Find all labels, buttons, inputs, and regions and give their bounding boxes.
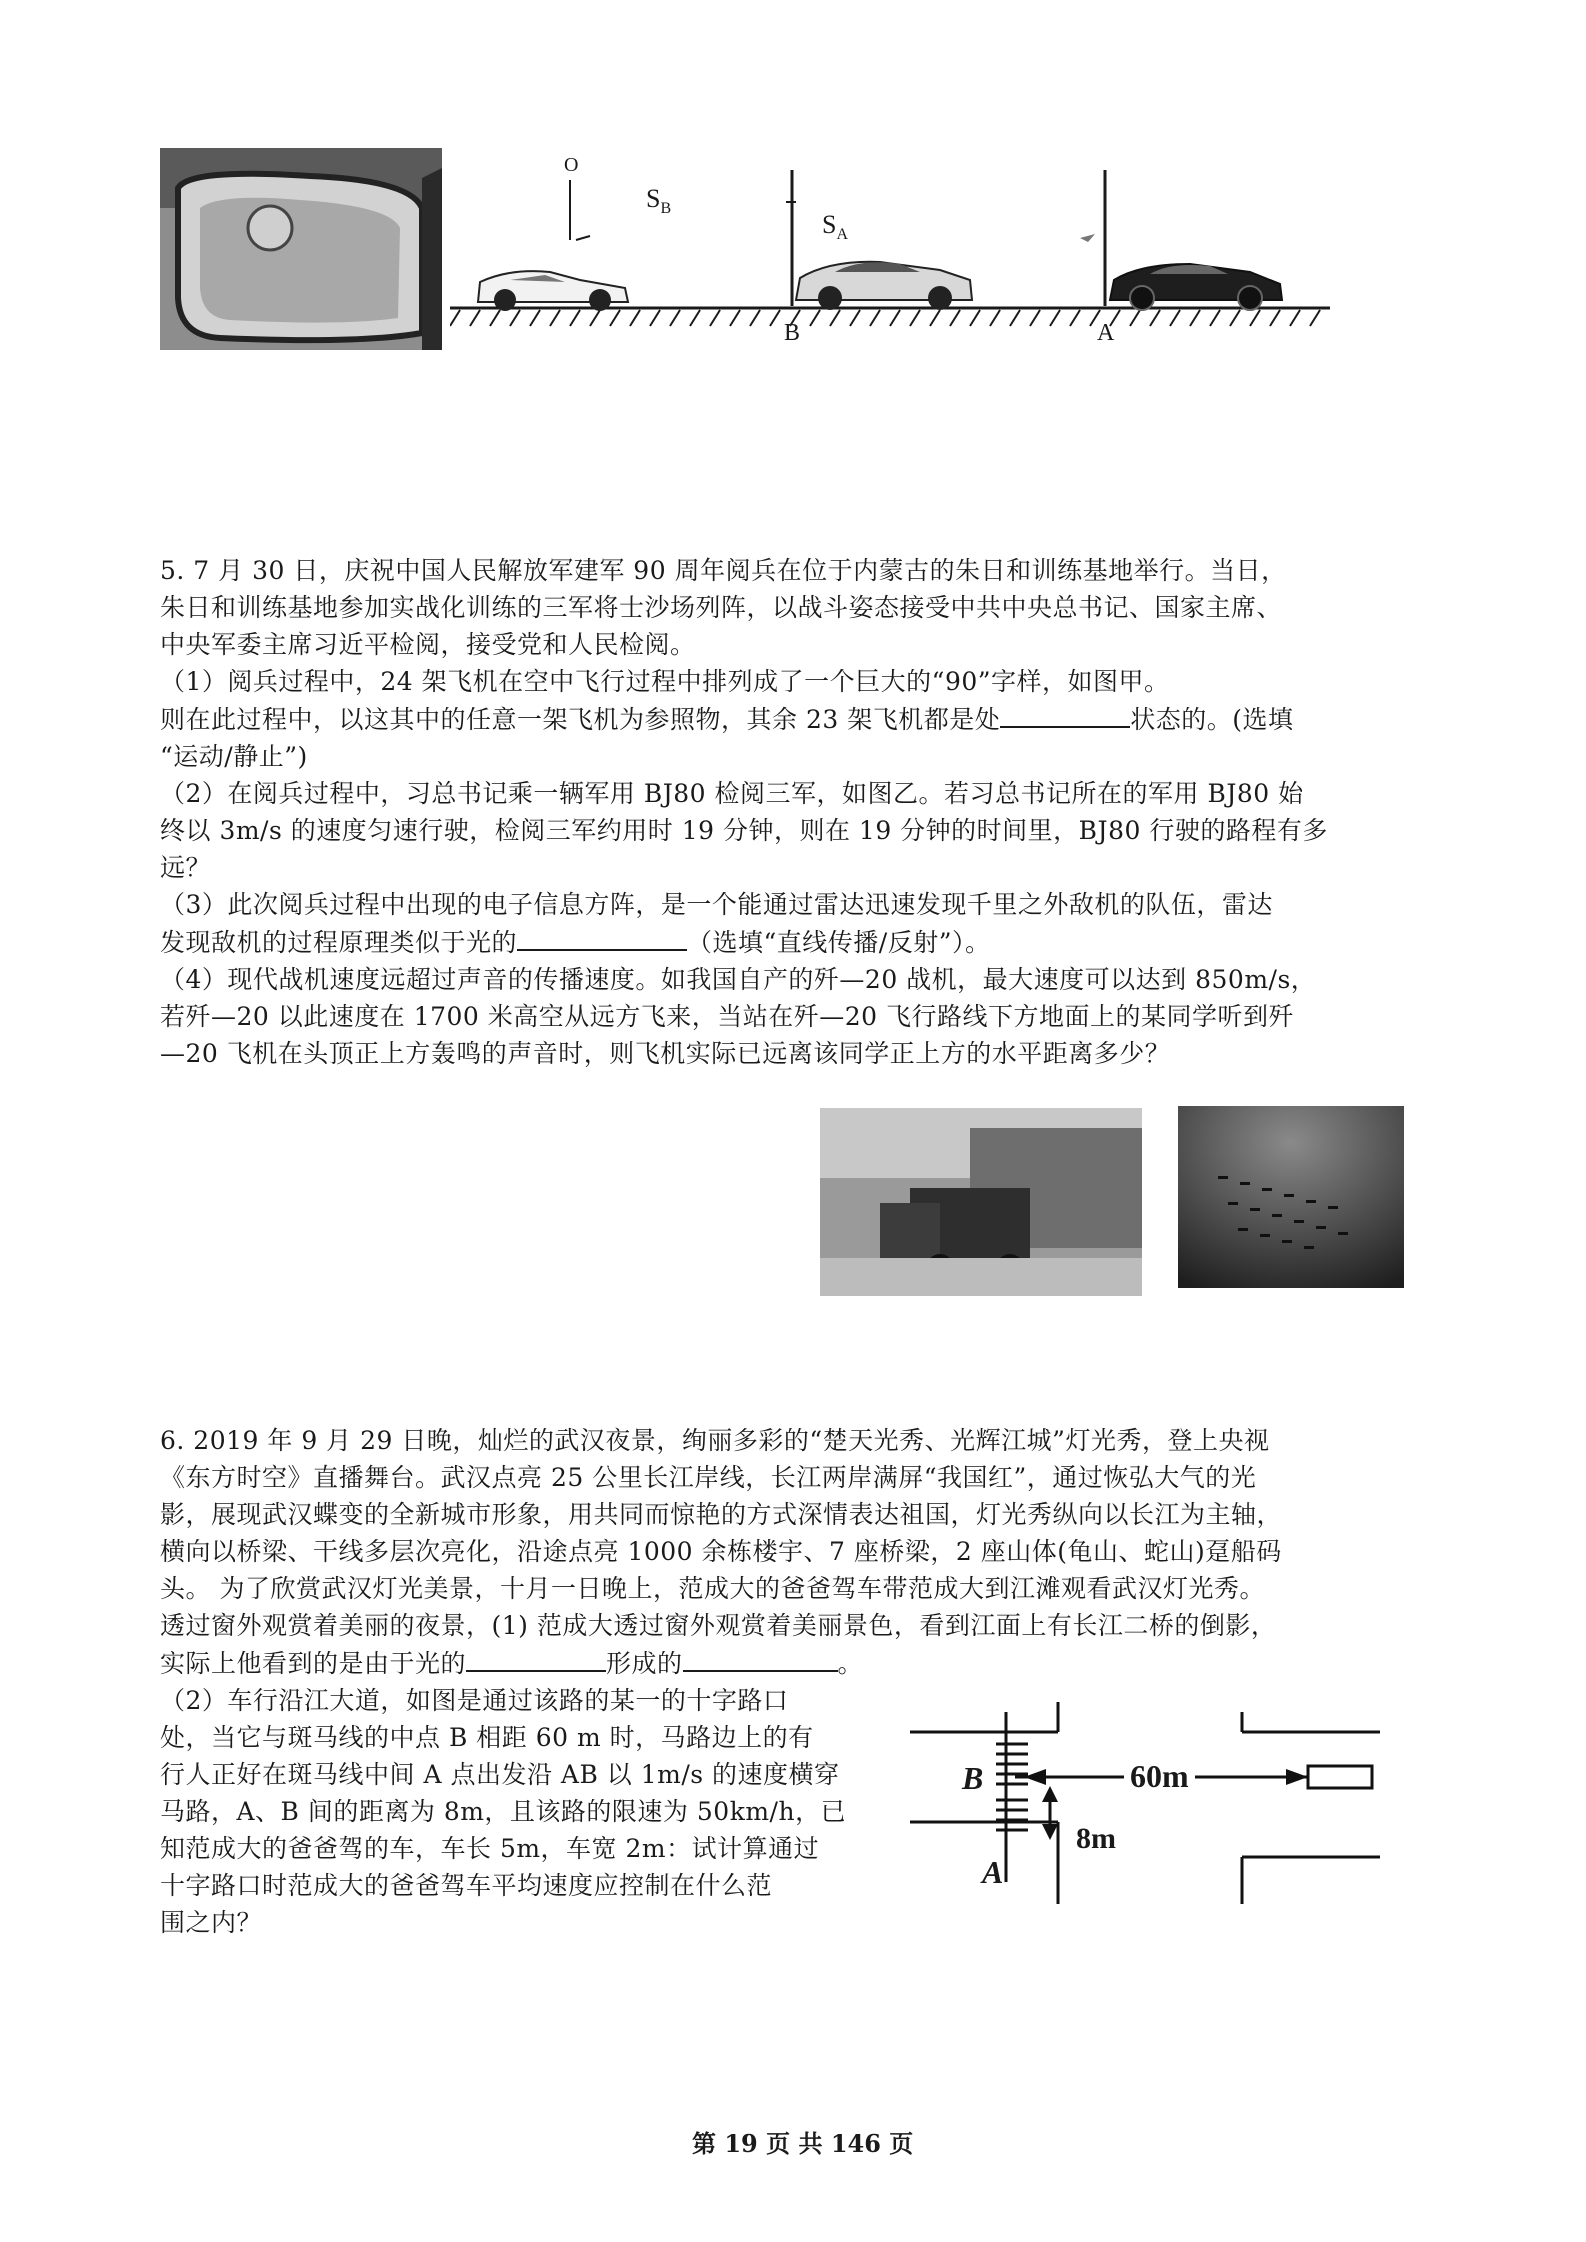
q5-p3-answer-blank[interactable] — [517, 923, 687, 951]
road-diagram-graphic — [450, 140, 1340, 360]
road-diagram — [450, 140, 1340, 360]
q5-p1-text-a: 则在此过程中，以这其中的任意一架飞机为参照物，其余 23 架飞机都是处 — [160, 705, 1001, 734]
q6-p1-text-a: 实际上他看到的是由于光的 — [160, 1649, 467, 1678]
label-sa — [822, 210, 848, 244]
mirror-photo — [160, 148, 442, 350]
q5-p3-line-2 — [160, 923, 1328, 961]
q6-p2-line-6: 十字路口时范成大的爸爸驾车平均速度应控制在什么范 — [160, 1871, 773, 1900]
intersection-graphic — [900, 1702, 1400, 1912]
q6-intro-line-3: 影，展现武汉蝶变的全新城市形象，用共同而惊艳的方式深情表达祖国，灯光秀纵向以长江为主轴， — [160, 1500, 1283, 1529]
q6-intro-line-5: 头。 为了欣赏武汉灯光美景，十月一日晚上，范成大的爸爸驾车带范成大到江滩观看武汉灯光秀。 — [160, 1574, 1265, 1603]
q5-p1-answer-blank[interactable] — [1000, 700, 1130, 728]
diagram-label-60m: 60m — [1124, 1758, 1195, 1795]
label-a: A — [1097, 320, 1115, 346]
q5-p3-text-a: 发现敌机的过程原理类似于光的 — [160, 928, 518, 957]
q6-intro-line-1: 6. 2019 年 9 月 29 日晚，灿烂的武汉夜景，绚丽多彩的“楚天光秀、光辉江城”灯光秀，登上央视 — [160, 1426, 1270, 1455]
q5-p4-line-3: —20 飞机在头顶正上方轰鸣的声音时，则飞机实际已远离该同学正上方的水平距离多少？ — [160, 1039, 1171, 1068]
q5-p1-text-b: 状态的。(选填 — [1130, 705, 1294, 734]
car-middle — [796, 262, 972, 310]
aircraft-formation-graphic — [1178, 1106, 1404, 1288]
q6-p1-text-b: 形成的 — [606, 1649, 683, 1678]
q6-p1-answer-blank-1[interactable] — [466, 1644, 606, 1672]
car-black — [1110, 264, 1282, 310]
q5-intro-line-1: 5. 7 月 30 日，庆祝中国人民解放军建军 90 周年阅兵在位于内蒙古的朱日和训练基地举行。当日， — [160, 556, 1287, 585]
car-white — [478, 271, 628, 311]
parade-vehicle-graphic — [820, 1108, 1142, 1296]
label-b: B — [784, 320, 801, 346]
q6-p1-text-c: 。 — [837, 1649, 864, 1678]
q5-p3-line-1: （3）此次阅兵过程中出现的电子信息方阵，是一个能通过雷达迅速发现千里之外敌机的队伍，雷达 — [160, 890, 1273, 919]
diagram-label-8m: 8m — [1076, 1822, 1116, 1855]
label-sa-sub: A — [836, 226, 849, 244]
diagram-label-b: B — [962, 1760, 984, 1796]
q6-p2-line-7: 围之内？ — [160, 1908, 263, 1937]
q6-p2-line-5: 知范成大的爸爸驾的车，车长 5m，车宽 2m：试计算通过 — [160, 1834, 820, 1863]
label-sb-letter: S — [646, 184, 661, 213]
q5-p1-line-1: （1）阅兵过程中，24 架飞机在空中飞行过程中排列成了一个巨大的“90”字样，如图甲。 — [160, 667, 1170, 696]
q5-p2-line-3: 远？ — [160, 853, 212, 882]
label-sb-sub: B — [660, 200, 672, 218]
mirror-image-graphic — [160, 148, 442, 350]
q6-p2-line-3: 行人正好在斑马线中间 A 点出发沿 AB 以 1m/s 的速度横穿 — [160, 1760, 840, 1789]
q5-p3-text-b: （选填“直线传播/反射”）。 — [687, 928, 991, 957]
q6-p1-line — [160, 1644, 1282, 1682]
label-o: O — [564, 154, 579, 176]
label-sa-letter: S — [822, 210, 837, 239]
q6-p2-line-1: （2）车行沿江大道，如图是通过该路的某一的十字路口 — [160, 1686, 789, 1715]
q5-p4-line-2: 若歼—20 以此速度在 1700 米高空从远方飞来，当站在歼—20 飞行路线下方地面上的某同学听到歼 — [160, 1002, 1295, 1031]
q6-intro-line-6: 透过窗外观赏着美丽的夜景，(1) 范成大透过窗外观赏着美丽景色，看到江面上有长江二桥的倒影， — [160, 1611, 1277, 1640]
q5-block — [160, 552, 1328, 1072]
q5-p2-line-2: 终以 3m/s 的速度匀速行驶，检阅三军约用时 19 分钟，则在 19 分钟的时间里，BJ80 行驶的路程有多 — [160, 816, 1328, 845]
q5-intro-line-3: 中央军委主席习近平检阅，接受党和人民检阅。 — [160, 630, 696, 659]
label-sb — [646, 184, 671, 218]
diagram-label-a: A — [982, 1854, 1004, 1890]
q6-p2-line-4: 马路，A、B 间的距离为 8m，且该路的限速为 50km/h，已 — [160, 1797, 847, 1826]
q5-p4-line-1: （4）现代战机速度远超过声音的传播速度。如我国自产的歼—20 战机，最大速度可以达到 850m/s， — [160, 965, 1317, 994]
q6-p2-line-2: 处，当它与斑马线的中点 B 相距 60 m 时，马路边上的有 — [160, 1723, 814, 1752]
q5-p1-line-2 — [160, 700, 1328, 738]
parade-vehicle-photo — [820, 1108, 1142, 1296]
q6-intro-line-4: 横向以桥梁、干线多层次亮化，沿途点亮 1000 余栋楼宇、7 座桥梁，2 座山体(龟山、蛇山)趸船码 — [160, 1537, 1282, 1566]
q5-p1-line-3: “运动/静止”) — [160, 742, 308, 771]
aircraft-formation-photo — [1178, 1106, 1404, 1288]
intersection-diagram — [900, 1702, 1400, 1912]
q5-p2-line-1: （2）在阅兵过程中，习总书记乘一辆军用 BJ80 检阅三军，如图乙。若习总书记所在的军用 BJ80 始 — [160, 779, 1304, 808]
q5-intro-line-2: 朱日和训练基地参加实战化训练的三军将士沙场列阵，以战斗姿态接受中共中央总书记、国家主席、 — [160, 593, 1283, 622]
page-footer: 第 19 页 共 146 页 — [692, 2129, 914, 2158]
q6-p1-answer-blank-2[interactable] — [683, 1644, 838, 1672]
q6-intro-line-2: 《东方时空》直播舞台。武汉点亮 25 公里长江岸线，长江两岸满屏“我国红”，通过恢弘大气的光 — [160, 1463, 1257, 1492]
